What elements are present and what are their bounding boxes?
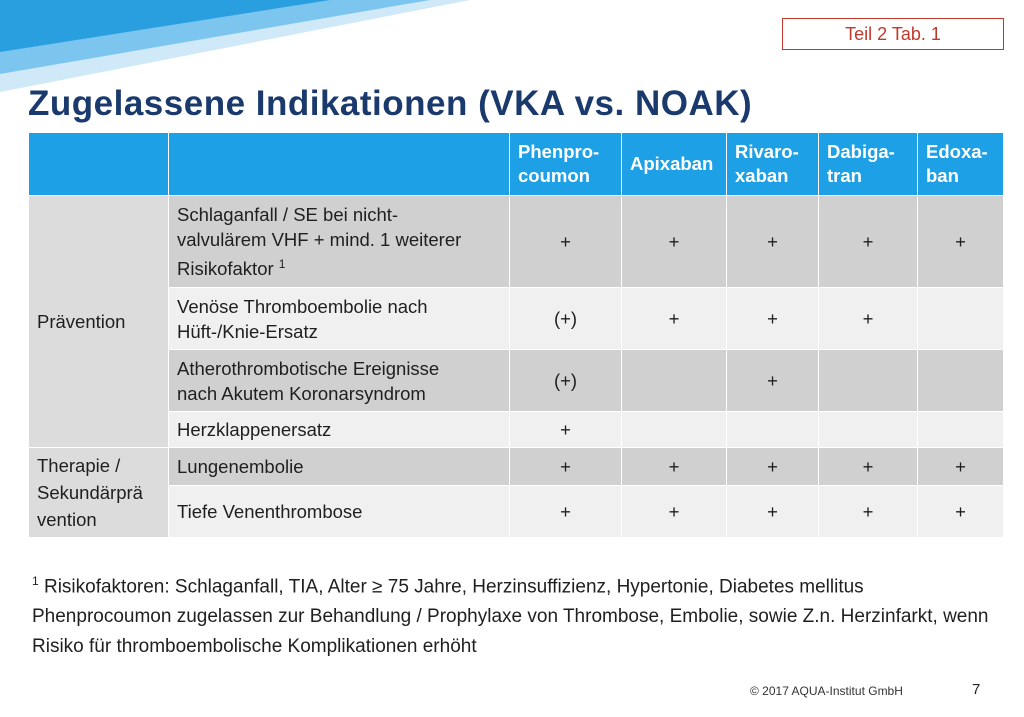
footnote [32,566,992,662]
cell-rivaroxaban [727,412,819,448]
indication-label: Venöse Thromboembolie nach Hüft-/Knie-Ersatz [169,288,510,350]
cell-apixaban: + [622,288,727,350]
table-header-row [29,133,1004,196]
header-empty-1 [29,133,169,196]
page-number: 7 [972,681,981,698]
cell-edoxaban: + [918,486,1004,538]
cell-dabigatran: + [819,288,918,350]
cell-dabigatran: + [819,486,918,538]
cell-apixaban: + [622,196,727,288]
cell-phenprocoumon: + [510,412,622,448]
footnote-phenprocoumon: Phenprocoumon zugelassen zur Behandlung / Prophylaxe von Thrombose, Embolie, sowie Z.n. Herzinfarkt, wenn Risiko für thromboembolische Komplikationen erhöht [32,606,989,658]
table-row [29,196,1004,288]
header-empty-2 [169,133,510,196]
cell-phenprocoumon: (+) [510,288,622,350]
indications-table [28,132,1004,538]
indication-label: Tiefe Venenthrombose [169,486,510,538]
table-row [29,350,1004,412]
table-row [29,412,1004,448]
indication-label: Atherothrombotische Ereignisse nach Akutem Koronarsyndrom [169,350,510,412]
cell-edoxaban: + [918,196,1004,288]
cell-phenprocoumon: (+) [510,350,622,412]
indication-label: Lungenembolie [169,448,510,486]
cell-rivaroxaban: + [727,448,819,486]
cell-phenprocoumon: + [510,448,622,486]
cell-phenprocoumon: + [510,196,622,288]
cell-rivaroxaban: + [727,486,819,538]
table-row [29,288,1004,350]
cell-apixaban [622,350,727,412]
header-phenprocoumon: Phenpro- coumon [510,133,622,196]
cell-rivaroxaban: + [727,288,819,350]
header-dabigatran: Dabiga- tran [819,133,918,196]
cell-apixaban: + [622,486,727,538]
copyright: © 2017 AQUA-Institut GmbH [750,684,903,698]
cell-dabigatran: + [819,448,918,486]
page-title: Zugelassene Indikationen (VKA vs. NOAK) [28,84,753,123]
cell-dabigatran [819,412,918,448]
table-row [29,486,1004,538]
cell-rivaroxaban: + [727,350,819,412]
section-tag: Teil 2 Tab. 1 [782,18,1004,50]
cell-edoxaban [918,412,1004,448]
category-praevention: Prävention [29,196,169,448]
cell-phenprocoumon: + [510,486,622,538]
cell-dabigatran [819,350,918,412]
cell-edoxaban: + [918,448,1004,486]
indication-label: Schlaganfall / SE bei nicht- valvulärem VHF + mind. 1 weiterer Risikofaktor $^1$ [169,196,510,288]
cell-dabigatran: + [819,196,918,288]
table-row [29,448,1004,486]
header-rivaroxaban: Rivaro- xaban [727,133,819,196]
footnote-reference: 1 [278,256,286,271]
footnote-risk-factors: Risikofaktoren: Schlaganfall, TIA, Alter ≥ 75 Jahre, Herzinsuffizienz, Hypertonie, Diabetes mellitus [43,576,864,598]
header-apixaban: Apixaban [622,133,727,196]
header-edoxaban: Edoxa- ban [918,133,1004,196]
cell-apixaban: + [622,448,727,486]
footnote-marker: 1 [32,574,39,588]
cell-edoxaban [918,288,1004,350]
cell-edoxaban [918,350,1004,412]
category-therapie: Therapie / Sekundärprä vention [29,448,169,538]
cell-apixaban [622,412,727,448]
cell-rivaroxaban: + [727,196,819,288]
indication-label: Herzklappenersatz [169,412,510,448]
